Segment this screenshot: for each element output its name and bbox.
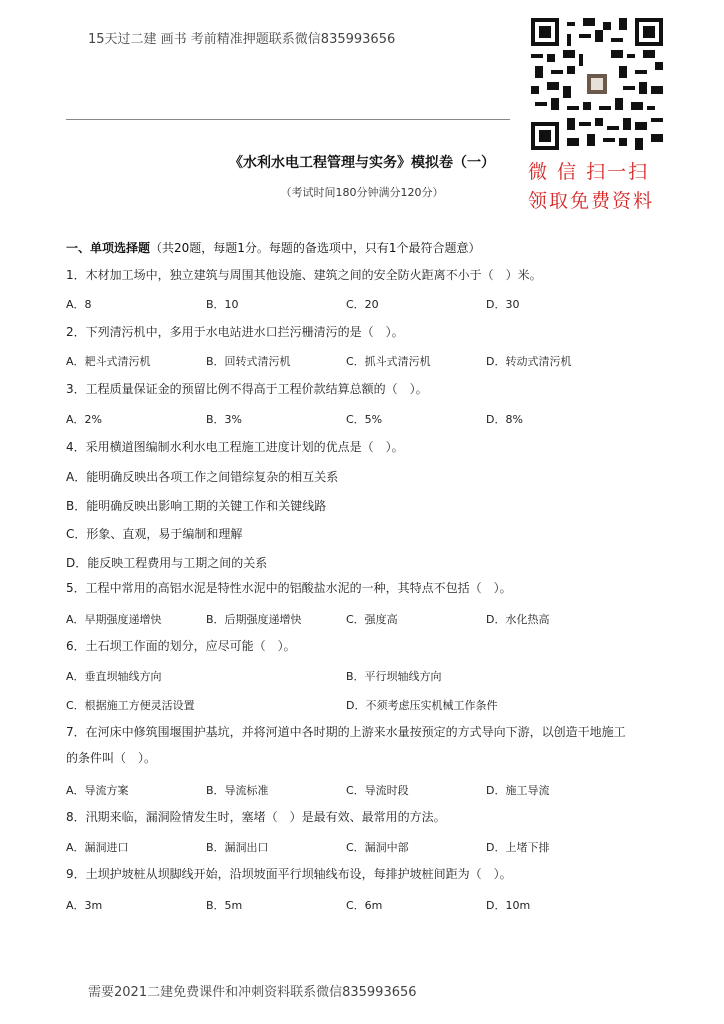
question-4-option-b[interactable]: B．能明确反映出影响工期的关键工作和关键线路	[66, 499, 327, 513]
question-9-option-d[interactable]: D．10m	[486, 899, 531, 912]
section-title: 一、单项选择题	[66, 241, 151, 255]
question-8-stem: 8．汛期来临，漏洞险情发生时，塞堵（ ）是最有效、最常用的方法。	[66, 810, 446, 824]
question-9-option-a[interactable]: A．3m	[66, 899, 103, 912]
question-2-option-a[interactable]: A．耙斗式清污机	[66, 355, 151, 368]
question-1-option-a[interactable]: A．8	[66, 298, 92, 311]
question-6-option-a[interactable]: A．垂直坝轴线方向	[66, 670, 162, 683]
question-3-option-b[interactable]: B．3%	[206, 413, 242, 426]
question-9-option-c[interactable]: C．6m	[346, 899, 383, 912]
question-6-options-row-2	[66, 697, 666, 717]
question-1-options	[66, 296, 666, 316]
question-6-option-b[interactable]: B．平行坝轴线方向	[346, 670, 442, 683]
question-7-options	[66, 782, 666, 802]
question-9-option-b[interactable]: B．5m	[206, 899, 243, 912]
question-7-option-b[interactable]: B．导流标准	[206, 784, 269, 797]
question-7-stem	[66, 719, 666, 771]
question-2-option-d[interactable]: D．转动式清污机	[486, 355, 572, 368]
question-1-option-c[interactable]: C．20	[346, 298, 379, 311]
question-7-option-d[interactable]: D．施工导流	[486, 784, 550, 797]
header-divider	[66, 119, 510, 120]
question-1-stem: 1．木材加工场中，独立建筑与周围其他设施、建筑之间的安全防火距离不小于（ ）米。	[66, 268, 542, 282]
footer-contact-text: 需要2021二建免费课件和冲刺资料联系微信835993656	[88, 985, 417, 1000]
question-3-option-d[interactable]: D．8%	[486, 413, 523, 426]
question-2-options	[66, 353, 666, 373]
question-2-stem: 2．下列清污机中，多用于水电站进水口拦污栅清污的是（ ）。	[66, 325, 404, 339]
exam-subtitle: （考试时间180分钟满分120分）	[280, 186, 444, 199]
header-contact-text: 15天过二建 画书 考前精准押题联系微信835993656	[88, 32, 396, 47]
question-6-option-d[interactable]: D．不须考虑压实机械工作条件	[346, 699, 498, 712]
question-4-option-d[interactable]: D．能反映工程费用与工期之间的关系	[66, 556, 268, 570]
question-5-stem: 5．工程中常用的高铝水泥是特性水泥中的铝酸盐水泥的一种，其特点不包括（ ）。	[66, 581, 512, 595]
question-8-option-b[interactable]: B．漏洞出口	[206, 841, 269, 854]
question-4-option-c[interactable]: C．形象、直观，易于编制和理解	[66, 527, 243, 541]
question-4-stem: 4．采用横道图编制水利水电工程施工进度计划的优点是（ ）。	[66, 440, 404, 454]
exam-title: 《水利水电工程管理与实务》模拟卷（一）	[229, 155, 495, 171]
question-1-option-b[interactable]: B．10	[206, 298, 239, 311]
question-6-stem: 6．土石坝工作面的划分，应尽可能（ ）。	[66, 639, 296, 653]
question-2-option-c[interactable]: C．抓斗式清污机	[346, 355, 431, 368]
question-4-option-a[interactable]: A．能明确反映出各项工作之间错综复杂的相互关系	[66, 470, 339, 484]
qr-promo-line-2: 领取免费资料	[528, 190, 655, 212]
question-5-option-c[interactable]: C．强度高	[346, 613, 398, 626]
question-9-stem: 9．土坝护坡桩从坝脚线开始，沿坝坡面平行坝轴线布设，每排护坡桩间距为（ ）。	[66, 867, 512, 881]
question-6-option-c[interactable]: C．根据施工方便灵活设置	[66, 699, 195, 712]
question-1-option-d[interactable]: D．30	[486, 298, 520, 311]
question-7-option-a[interactable]: A．导流方案	[66, 784, 129, 797]
question-7-stem-line-1: 7．在河床中修筑围堰围护基坑，并将河道中各时期的上游来水量按预定的方式导向下游，以创造干地施工	[66, 725, 626, 739]
question-8-option-c[interactable]: C．漏洞中部	[346, 841, 409, 854]
question-5-options	[66, 611, 666, 631]
question-9-options	[66, 897, 666, 917]
section-note: （共20题，每题1分。每题的备选项中，只有1个最符合题意）	[150, 241, 481, 255]
question-3-option-c[interactable]: C．5%	[346, 413, 383, 426]
question-8-options	[66, 839, 666, 859]
question-3-options	[66, 411, 666, 431]
section-heading	[66, 239, 481, 256]
question-8-option-d[interactable]: D．上堵下排	[486, 841, 550, 854]
question-7-stem-line-2: 的条件叫（ ）。	[66, 751, 157, 765]
qr-promo-line-1: 微 信 扫一扫	[528, 161, 650, 183]
question-3-option-a[interactable]: A．2%	[66, 413, 102, 426]
question-5-option-d[interactable]: D．水化热高	[486, 613, 550, 626]
question-2-option-b[interactable]: B．回转式清污机	[206, 355, 291, 368]
wechat-qr-code[interactable]	[531, 18, 663, 150]
question-5-option-b[interactable]: B．后期强度递增快	[206, 613, 302, 626]
question-3-stem: 3．工程质量保证金的预留比例不得高于工程价款结算总额的（ ）。	[66, 382, 428, 396]
question-8-option-a[interactable]: A．漏洞进口	[66, 841, 129, 854]
question-7-option-c[interactable]: C．导流时段	[346, 784, 409, 797]
question-5-option-a[interactable]: A．早期强度递增快	[66, 613, 162, 626]
question-6-options-row-1	[66, 668, 666, 688]
